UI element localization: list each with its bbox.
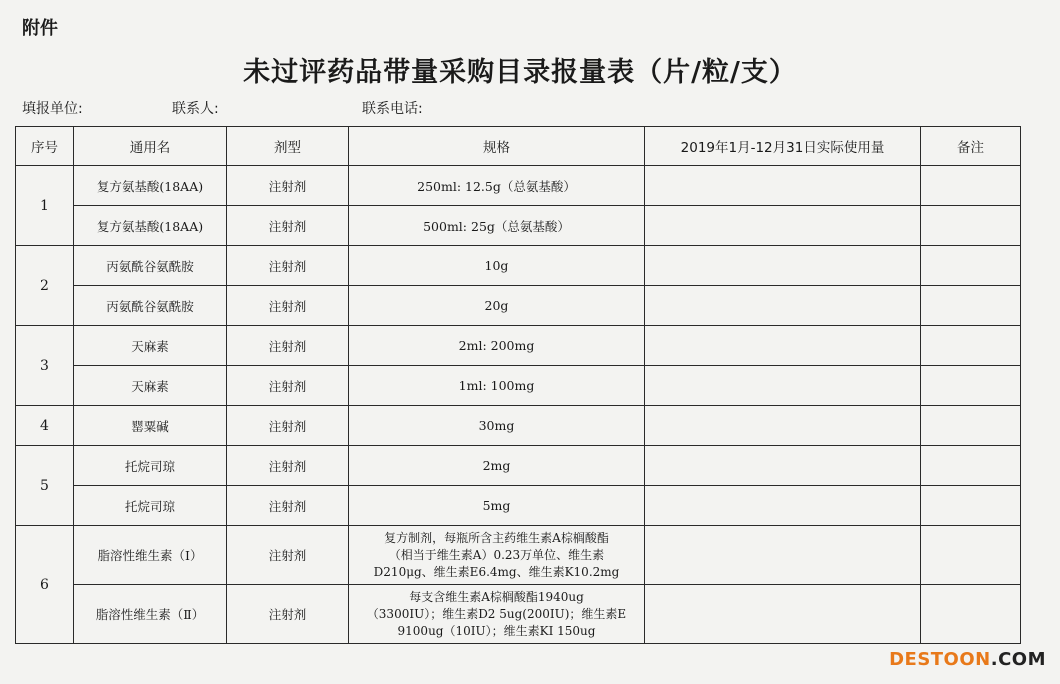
remarks-input-cell[interactable] [921,286,1021,326]
row-index: 2 [16,246,74,326]
watermark-part2: .COM [990,649,1046,670]
generic-name-cell: 天麻素 [74,366,227,406]
table-row [16,486,1021,526]
generic-name-cell: 复方氨基酸(18AA) [74,206,227,246]
dosage-form-cell: 注射剂 [227,406,349,446]
generic-name-cell: 托烷司琼 [74,486,227,526]
specification-cell [349,446,645,486]
watermark [889,649,1046,670]
attachment-label: 附件 [22,18,58,39]
usage-input-cell[interactable] [645,286,921,326]
remarks-input-cell[interactable] [921,486,1021,526]
specification-line: 30mg [478,418,515,433]
specification-line: 1ml: 100mg [458,378,535,393]
row-index: 1 [16,166,74,246]
table-row [16,246,1021,286]
header-generic-name: 通用名 [74,127,227,166]
unit-field-label: 填报单位: [22,101,83,117]
remarks-input-cell[interactable] [921,526,1021,585]
row-index: 4 [16,406,74,446]
dosage-form-cell: 注射剂 [227,326,349,366]
generic-name-cell: 天麻素 [74,326,227,366]
remarks-input-cell[interactable] [921,326,1021,366]
dosage-form-cell: 注射剂 [227,246,349,286]
specification-cell [349,406,645,446]
row-index: 6 [16,526,74,644]
header-dosage-form: 剂型 [227,127,349,166]
usage-input-cell[interactable] [645,206,921,246]
remarks-input-cell[interactable] [921,166,1021,206]
table-row [16,446,1021,486]
specification-line: （相当于维生素A）0.23万单位、维生素 [388,547,605,562]
row-index: 5 [16,446,74,526]
table-row [16,585,1021,644]
table-row [16,206,1021,246]
remarks-input-cell[interactable] [921,246,1021,286]
usage-input-cell[interactable] [645,246,921,286]
specification-line: 复方制剂，每瓶所含主药维生素A棕榈酸酯 [384,530,609,545]
specification-cell [349,286,645,326]
dosage-form-cell: 注射剂 [227,206,349,246]
procurement-table [15,126,1021,644]
remarks-input-cell[interactable] [921,366,1021,406]
specification-line: D210μg、维生素E6.4mg、维生素K10.2mg [373,564,620,579]
dosage-form-cell: 注射剂 [227,366,349,406]
phone-field-label: 联系电话: [362,101,423,117]
specification-cell [349,366,645,406]
specification-line: 10g [484,258,509,273]
generic-name-cell: 丙氨酰谷氨酰胺 [74,286,227,326]
remarks-input-cell[interactable] [921,585,1021,644]
table-row [16,166,1021,206]
table-row [16,366,1021,406]
generic-name-cell: 托烷司琼 [74,446,227,486]
specification-cell [349,206,645,246]
specification-cell [349,326,645,366]
specification-line: 500ml: 25g（总氨基酸） [423,218,570,234]
dosage-form-cell: 注射剂 [227,526,349,585]
specification-line: 2mg [482,458,511,473]
remarks-input-cell[interactable] [921,406,1021,446]
header-index: 序号 [16,127,74,166]
usage-input-cell[interactable] [645,446,921,486]
table-row [16,406,1021,446]
table-header-row [16,127,1021,166]
usage-input-cell[interactable] [645,166,921,206]
usage-input-cell[interactable] [645,526,921,585]
dosage-form-cell: 注射剂 [227,286,349,326]
usage-input-cell[interactable] [645,585,921,644]
generic-name-cell: 罂粟碱 [74,406,227,446]
usage-input-cell[interactable] [645,406,921,446]
remarks-input-cell[interactable] [921,446,1021,486]
header-remarks: 备注 [921,127,1021,166]
specification-line: 20g [484,298,509,313]
specification-line: 5mg [482,498,511,513]
specification-cell [349,246,645,286]
specification-line: 250ml: 12.5g（总氨基酸） [417,178,576,194]
generic-name-cell: 脂溶性维生素（Ⅱ） [74,585,227,644]
table-body [16,166,1021,644]
generic-name-cell: 复方氨基酸(18AA) [74,166,227,206]
specification-line: 9100ug（10IU）；维生素KI 150ug [397,623,596,638]
dosage-form-cell: 注射剂 [227,486,349,526]
row-index: 3 [16,326,74,406]
specification-cell [349,526,645,585]
dosage-form-cell: 注射剂 [227,585,349,644]
specification-line: 2ml: 200mg [458,338,535,353]
table-row [16,286,1021,326]
table-row [16,326,1021,366]
page-title: 未过评药品带量采购目录报量表（片/粒/支） [243,57,797,88]
watermark-part1: DESTOON [889,649,991,670]
generic-name-cell: 丙氨酰谷氨酰胺 [74,246,227,286]
dosage-form-cell: 注射剂 [227,166,349,206]
usage-input-cell[interactable] [645,326,921,366]
specification-cell [349,585,645,644]
header-usage: 2019年1月-12月31日实际使用量 [645,127,921,166]
header-specification: 规格 [349,127,645,166]
dosage-form-cell: 注射剂 [227,446,349,486]
specification-line: 每支含维生素A棕榈酸酯1940ug [409,589,584,604]
specification-cell [349,166,645,206]
usage-input-cell[interactable] [645,366,921,406]
table-row [16,526,1021,585]
contact-field-label: 联系人: [172,101,219,117]
generic-name-cell: 脂溶性维生素（Ⅰ） [74,526,227,585]
specification-line: （3300IU）；维生素D2 5ug(200IU)；维生素E [366,606,627,621]
usage-input-cell[interactable] [645,486,921,526]
remarks-input-cell[interactable] [921,206,1021,246]
specification-cell [349,486,645,526]
